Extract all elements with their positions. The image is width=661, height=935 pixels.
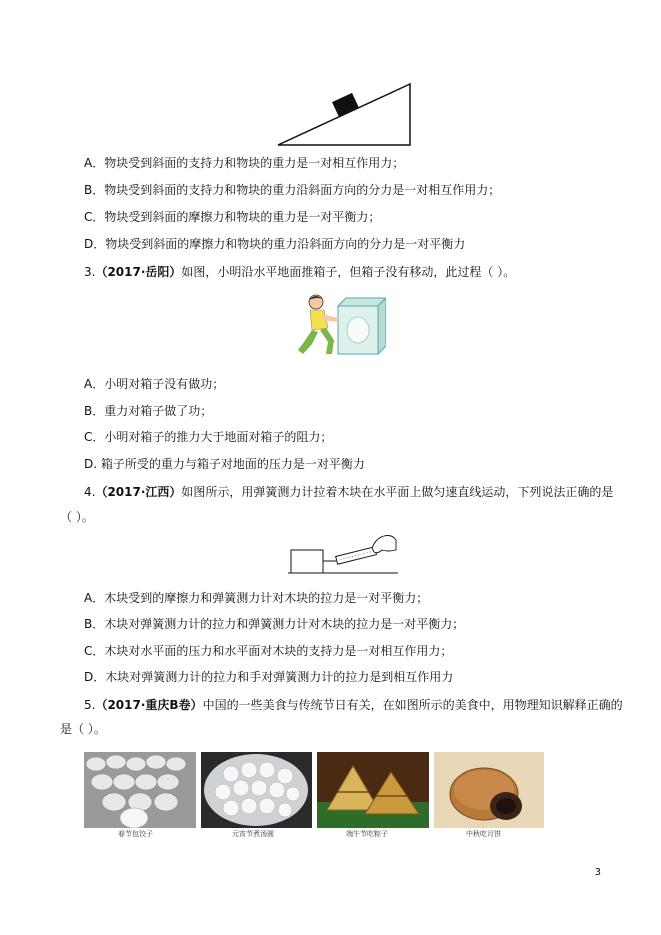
q5-stem-text: 中国的一些美食与传统节日有关，在如图所示的美食中，用物理知识解释正确的: [202, 698, 623, 712]
page-number: 3: [594, 867, 601, 878]
q4-option-a: A．木块受到的摩擦力和弹簧测力计对木块的拉力是一对平衡力；: [84, 591, 429, 605]
photo-zongzi: [317, 752, 429, 828]
q5-stem: [84, 697, 623, 713]
q3-stem: [84, 264, 515, 280]
hand: [372, 536, 396, 553]
q3-stem-text: 如图，小明沿水平地面推箱子，但箱子没有移动，此过程（ ）。: [181, 265, 516, 279]
q3-option-d: D. 箱子所受的重力与箱子对地面的压力是一对平衡力: [84, 457, 365, 471]
incline-figure: [270, 80, 420, 150]
q4-option-c: C．木块对水平面的压力和水平面对木块的支持力是一对相互作用力；: [84, 644, 453, 658]
q4-stem-cont: （ ）。: [60, 510, 94, 524]
block: [332, 93, 359, 117]
boy-leg-back: [298, 330, 318, 354]
q2-option-d: D．物块受到斜面的摩擦力和物块的重力沿斜面方向的分力是一对平衡力: [84, 237, 466, 251]
q4-source: （2017·江西）: [95, 485, 182, 499]
boy-leg-front: [320, 328, 334, 354]
spring-scale-figure: [288, 528, 398, 578]
q3-number: 3.: [84, 265, 96, 279]
q5-source: （2017·重庆B卷）: [95, 698, 203, 712]
q4-option-b: B．木块对弹簧测力计的拉力和弹簧测力计对木块的拉力是一对平衡力；: [84, 617, 465, 631]
q5-stem-cont: 是（ ）。: [60, 722, 106, 736]
q4-number: 4.: [84, 485, 96, 499]
q4-stem-text: 如图所示，用弹簧测力计拉着木块在水平面上做匀速直线运动，下列说法正确的是: [181, 485, 614, 499]
spring-scale: [336, 547, 377, 564]
q3-option-c: C．小明对箱子的推力大于地面对箱子的阻力；: [84, 430, 333, 444]
q3-option-b: B．重力对箱子做了功；: [84, 404, 213, 418]
box-label: [347, 317, 369, 343]
q2-option-b: B．物块受到斜面的支持力和物块的重力沿斜面方向的分力是一对相互作用力；: [84, 183, 501, 197]
box-side: [378, 298, 386, 354]
caption-mooncake: 中秋吃月饼: [466, 830, 501, 838]
caption-tangyuan: 元宵节煮汤圆: [232, 830, 274, 838]
q2-option-c: C．物块受到斜面的摩擦力和物块的重力是一对平衡力；: [84, 210, 381, 224]
q4-stem: [84, 484, 613, 500]
q3-option-a: A．小明对箱子没有做功；: [84, 377, 225, 391]
q2-option-a: A．物块受到斜面的支持力和物块的重力是一对相互作用力；: [84, 156, 405, 170]
caption-zongzi: 端午节吃粽子: [346, 830, 388, 838]
wood-block: [291, 550, 323, 573]
photo-mooncake: [434, 752, 544, 828]
incline-triangle: [278, 84, 410, 145]
caption-dumplings: 春节包饺子: [118, 830, 153, 838]
photo-tangyuan: [201, 752, 312, 828]
photo-dumplings: [84, 752, 196, 828]
q3-source: （2017·岳阳）: [95, 265, 182, 279]
q5-number: 5.: [84, 698, 96, 712]
push-box-figure: [294, 292, 386, 358]
q4-option-d: D．木块对弹簧测力计的拉力和手对弹簧测力计的拉力是到相互作用力: [84, 670, 454, 684]
